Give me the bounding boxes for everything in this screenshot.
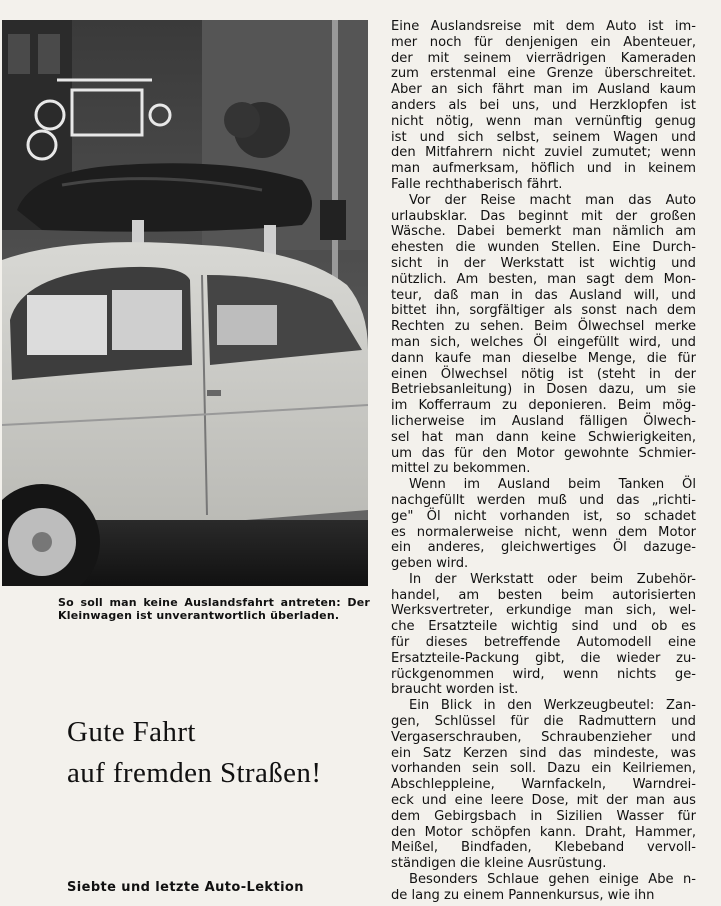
body-line: Abschleppleine, Warnfackeln, Warndrei- (391, 777, 696, 793)
car-photo (2, 20, 368, 586)
body-line: nützlich. Am besten, man sagt dem Mon- (391, 271, 696, 287)
body-line: Aber an sich fährt man im Ausland kaum (391, 82, 696, 98)
body-line: bittet ihn, sorgfältiger als sonst nach dem (391, 303, 696, 319)
body-line: ein Satz Kerzen sind das mindeste, was (391, 745, 696, 761)
body-line: der mit seinem vierrädrigen Kameraden (391, 50, 696, 66)
body-line: einen Ölwechsel nötig ist (steht in der (391, 366, 696, 382)
body-line: anders als bei uns, und Herzklopfen ist (391, 97, 696, 113)
body-line: Eine Auslandsreise mit dem Auto ist im- (391, 19, 696, 34)
body-line: geben wird. (391, 556, 469, 572)
body-line: rückgenommen wird, wenn nichts ge- (391, 666, 696, 682)
body-line: Vor der Reise macht man das Auto (409, 192, 696, 208)
body-line: Vergaserschrauben, Schraubenzieher und (391, 729, 696, 745)
body-line: urlaubsklar. Das beginnt mit der großen (391, 208, 696, 224)
body-line: für dieses betreffende Automodell eine (391, 635, 696, 651)
body-paragraph (391, 698, 696, 872)
body-line: ist und sich selbst, seinem Wagen und (391, 129, 696, 145)
body-line: ge" Öl nicht vorhanden ist, so schadet (391, 508, 696, 524)
body-line: Wenn im Ausland beim Tanken Öl (409, 477, 696, 493)
body-paragraph (391, 477, 696, 572)
body-line: dem Gebirgsbach in Sizilien Wasser für (391, 808, 696, 824)
body-line: nicht nötig, wenn man vernünftig genug (391, 113, 696, 129)
body-line: Falle rechthaberisch fährt. (391, 176, 563, 192)
article-body (391, 19, 696, 904)
body-line: dann kaufe man dieselbe Menge, die für (391, 350, 696, 366)
body-line: ein anderes, gleichwertiges Öl dazuge- (391, 540, 696, 556)
body-line: Ein Blick in den Werkzeugbeutel: Zan- (409, 698, 696, 714)
body-line: den Mitfahrern nicht zuviel zumutet; wenn (391, 145, 696, 161)
body-line: Ersatzteile-Packung gibt, die wieder zu- (391, 650, 696, 666)
body-line: sicht in der Werkstatt ist wichtig und (391, 255, 696, 271)
body-line: ehesten die wunden Stellen. Eine Durch- (391, 240, 696, 256)
headline-line-1: Gute Fahrt (67, 716, 196, 748)
body-line: man aufmerksam, höflich und in keinem (391, 161, 696, 177)
body-line: mittel zu bekommen. (391, 461, 531, 477)
body-line: licherweise im Ausland fälligen Ölwech- (391, 413, 696, 429)
body-line: Meißel, Bindfaden, Klebeband vervoll- (391, 840, 696, 856)
body-line: Rechten zu sehen. Beim Ölwechsel merke (391, 319, 696, 335)
body-line: handel, am besten beim autorisierten (391, 587, 696, 603)
body-paragraph (391, 572, 696, 698)
body-line: ständigen die kleine Ausrüstung. (391, 856, 607, 872)
body-line: de lang zu einem Pannenkursus, wie ihn (391, 887, 655, 903)
body-paragraph (391, 872, 696, 904)
body-line: braucht worden ist. (391, 682, 519, 698)
body-line: eck und eine leere Dose, mit der man aus (391, 793, 696, 809)
body-line: den Motor schöpfen kann. Draht, Hammer, (391, 824, 696, 840)
body-line: In der Werkstatt oder beim Zubehör- (409, 571, 696, 587)
headline-line-2: auf fremden Straßen! (67, 757, 322, 789)
body-line: vorhanden sein soll. Dazu ein Keilriemen, (391, 761, 696, 777)
body-line: Besonders Schlaue gehen einige Abe n- (409, 872, 696, 888)
body-line: nachgefüllt werden muß und das „richti- (391, 492, 696, 508)
body-line: Werksvertreter, erkundige man sich, wel- (391, 603, 696, 619)
body-line: che Ersatzteile wichtig sind und ob es (391, 619, 696, 635)
body-line: man sich, welches Öl eingefüllt wird, und (391, 334, 696, 350)
body-line: mer noch für denjenigen ein Abenteuer, (391, 34, 696, 50)
article-subheading: Siebte und letzte Auto-Lektion (67, 880, 304, 895)
body-line: es normalerweise nicht, wenn dem Motor (391, 524, 696, 540)
article-headline (67, 712, 377, 794)
body-line: Betriebsanleitung) in Dosen dazu, um sie (391, 382, 696, 398)
body-line: teur, daß man in das Ausland will, und (391, 287, 696, 303)
body-paragraph (391, 193, 696, 477)
body-line: im Kofferraum zu deponieren. Beim mög- (391, 398, 696, 414)
body-paragraph (391, 19, 696, 193)
car-overloaded-photo-icon (2, 20, 368, 586)
body-line: zum erstenmal eine Grenze überschreitet. (391, 66, 696, 82)
body-line: Wäsche. Dabei bemerkt man nämlich am (391, 224, 696, 240)
photo-caption: So soll man keine Auslandsfahrt antreten: Der Kleinwagen ist unverantwortlich überladen. (58, 596, 370, 622)
body-line: gen, Schlüssel für die Radmuttern und (391, 714, 696, 730)
body-line: sel hat man dann keine Schwierigkeiten, (391, 429, 696, 445)
body-line: um das für den Motor gewohnte Schmier- (391, 445, 696, 461)
